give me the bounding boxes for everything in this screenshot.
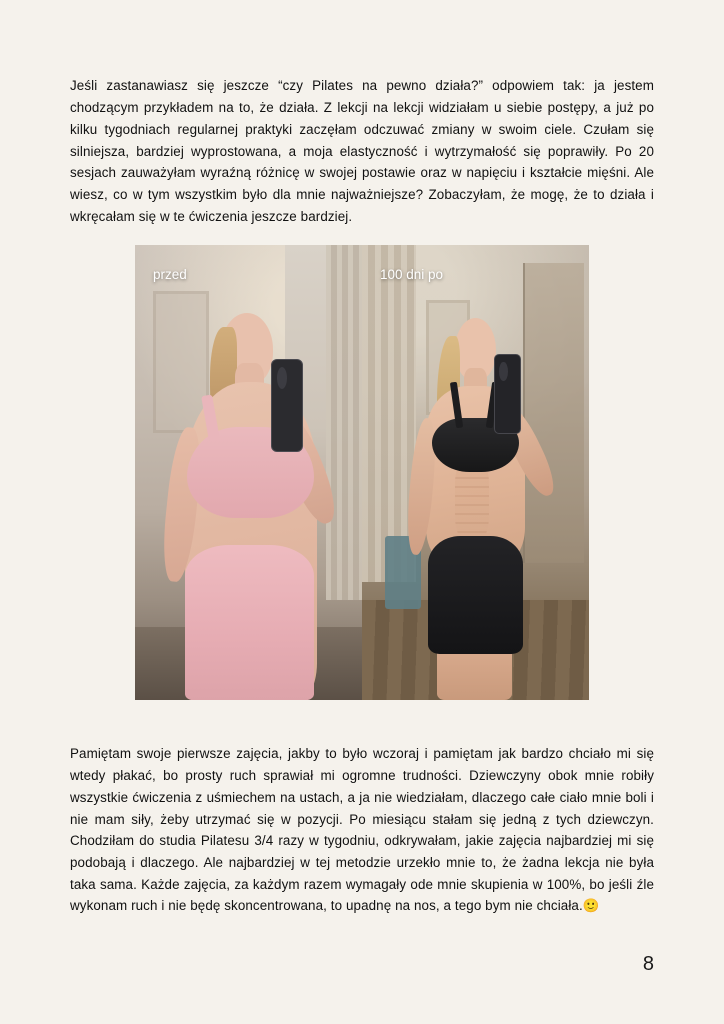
after-photo (362, 245, 589, 700)
paragraph-bottom (70, 743, 654, 917)
before-after-figure (135, 245, 589, 700)
page-number: 8 (642, 953, 654, 975)
smartphone-icon (494, 354, 521, 433)
door (523, 263, 584, 563)
curtain (326, 245, 362, 600)
paragraph-top: Jeśli zastanawiasz się jeszcze “czy Pilates na pewno działa?” odpowiem tak: ja jestem chodzącym przykładem na to, że działa. Z lekcji na lekcji widziałam u siebie postępy, a już po kilku tygodniach regularnej praktyki zaczęłam odczuwać zmiany w swoim ciele. Czułam się silniejsza, bardziej wyprostowana, a moja elastyczność i wytrzymałość się poprawiły. Po 20 sesjach zauważyłam wyraźną różnicę w swojej postawie oraz w napięciu i kształcie mięśni. Ale wiesz, co w tym wszystkim było dla mnie najważniejsze? Zobaczyłam, że mogę, że to działa i wkręcałam się w te ćwiczenia jeszcze bardziej. (70, 78, 654, 224)
smiling-face-emoji: 🙂 (582, 898, 600, 914)
before-label: przed (153, 267, 187, 282)
paragraph-bottom-text: Pamiętam swoje pierwsze zajęcia, jakby to było wczoraj i pamiętam jak bardzo chciało mi się wtedy płakać, bo prosty ruch sprawiał mi ogromne trudności. Dziewczyny obok mnie robiły wszystkie ćwiczenia z uśmiechem na ustach, a ja nie wiedziałam, dlaczego całe ciało mnie boli i nie mam siły, żeby utrzymać się w pozycji. Po miesiącu stałam się jedną z tych dziewczyn. Chodziłam do studia Pilatesu 3/4 razy w tygodniu, odkrywałam, jakie zajęcia najbardziej mi się podobają i dlaczego. Ale najbardziej w tej metodzie urzekło mnie to, że żadna lekcja nie była taka sama. Każde zajęcia, za każdym razem wymagały ode mnie skupienia w 100%, bo jeśli źle wykonam ruch i nie będę skoncentrowana, to upadnę na nos, a tego bym nie chciała. (70, 746, 654, 914)
bike-shorts-shape (428, 536, 523, 654)
leggings-shape (185, 545, 314, 700)
before-photo (135, 245, 362, 700)
smartphone-icon (271, 359, 303, 452)
after-label: 100 dni po (380, 267, 444, 282)
